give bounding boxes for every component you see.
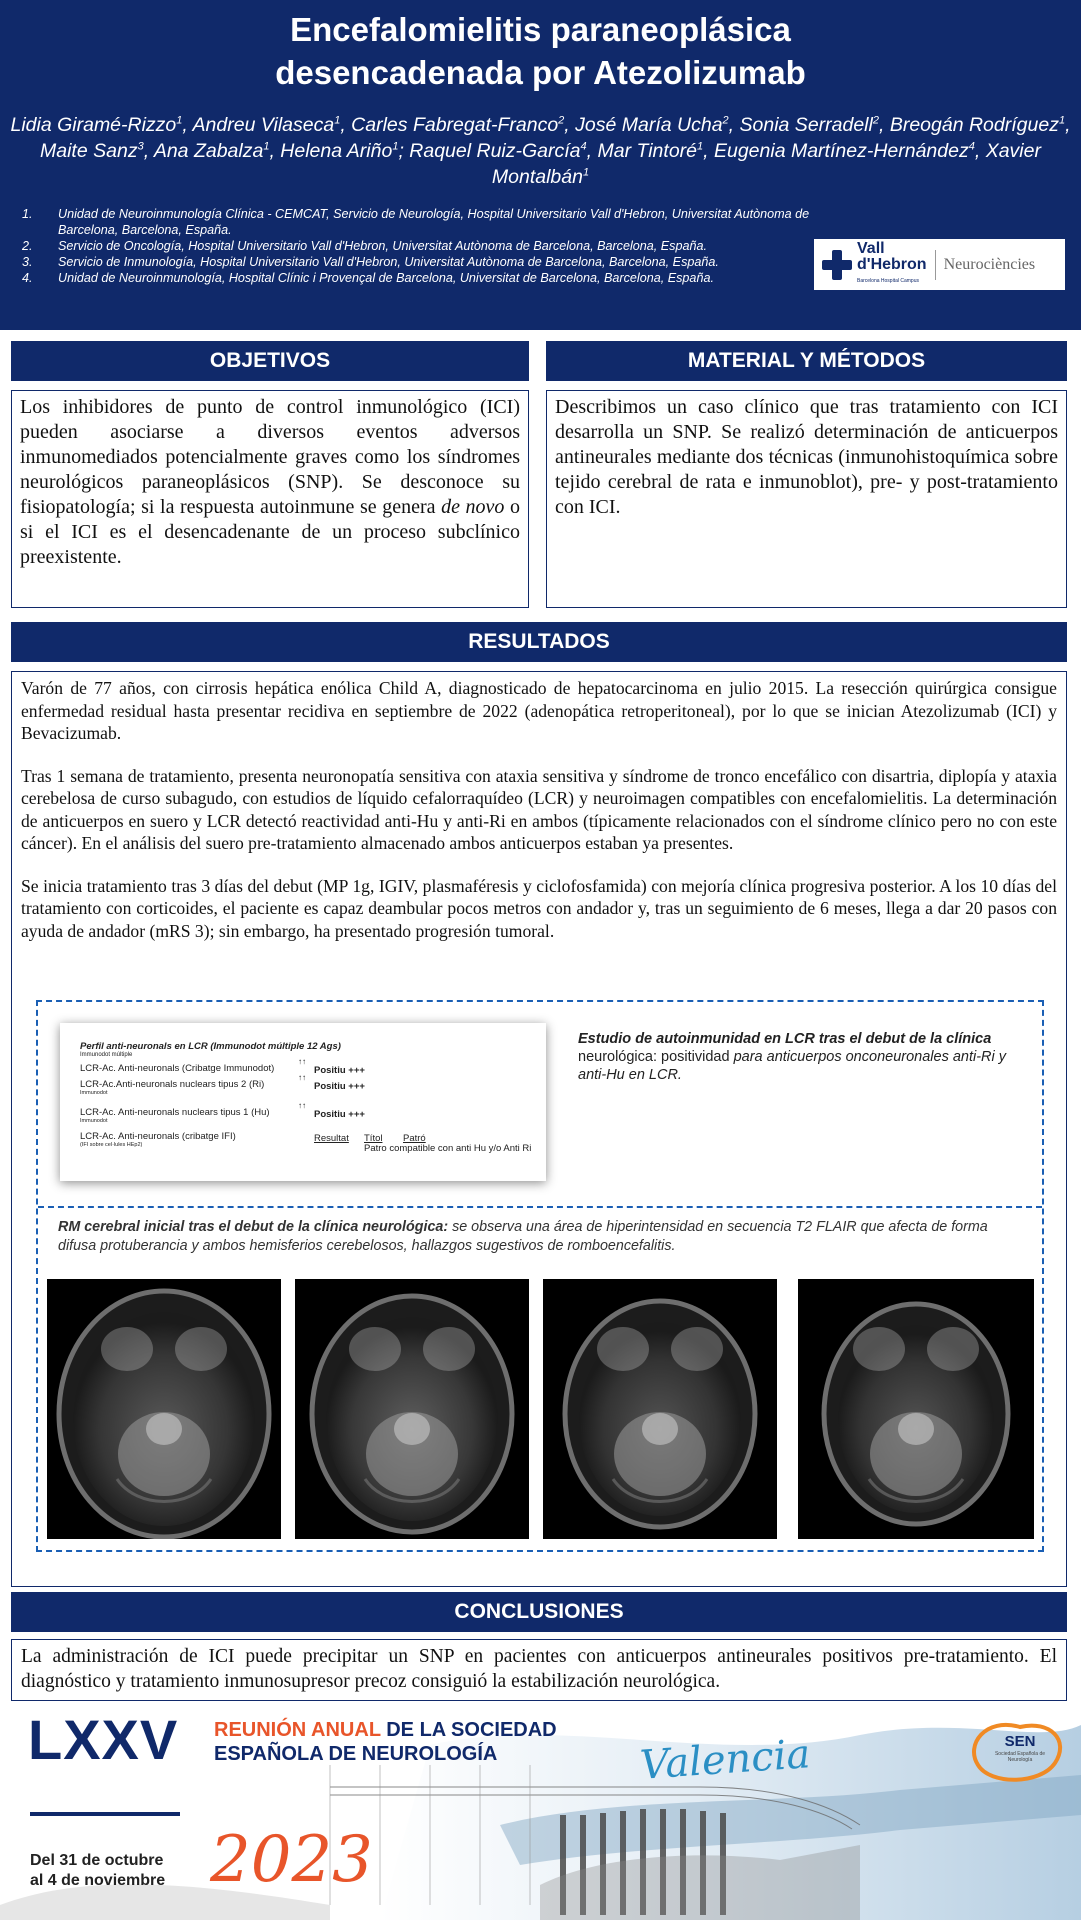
mri-image-1 [47,1279,281,1539]
mri-slice-graphic [47,1279,281,1539]
author-affiliation-number: 3 [137,140,144,153]
author-name: Carles Fabregat-Franco [351,114,559,136]
table-row-arrows: ↑↑ [298,1073,306,1082]
affiliation-text: Unidad de Neuroinmunología, Hospital Clínic i Provençal de Barcelona, Universitat de Barcelona, Barcelona, España. [58,271,714,285]
banner-dates [30,1851,165,1891]
pattern-text: Patro compatible con anti Hu y/o Anti Ri [364,1143,532,1154]
conclusiones-box [11,1639,1067,1701]
author-name: Helena Ariño [280,140,393,162]
affiliation-item [22,206,822,238]
author-affiliation-number: 1 [1058,114,1066,127]
caption2-bold: RM cerebral inicial tras el debut de la clínica neurológica: [58,1219,449,1235]
objetivos-box [11,390,529,608]
resultados-paragraph-1: Varón de 77 años, con cirrosis hepática enólica Child A, diagnosticado de hepatocarcinoma en julio 2015. La resección quirúrgica consigue enfermedad residual hasta presentar recidiva en septiembre de 2022 (adenopática retroperitoneal), por lo que se inician Atezolizumab (ICI) y Bevacizumab. [21,678,1057,743]
author-affiliation-number: 1 [334,114,341,127]
table-row-label: LCR-Ac. Anti-neuronals (Cribatge Immunodot) [80,1063,275,1074]
author-name: Raquel Ruiz-García [409,140,581,162]
congress-banner [0,1705,1081,1920]
banner-event-title [214,1718,557,1766]
figure-divider [38,1206,1042,1208]
author-affiliation-number: 1 [176,114,183,127]
mri-slice-graphic [295,1279,529,1539]
affiliation-item [22,238,822,254]
author-name: Sonia Serradell [739,114,873,136]
conclusiones-text: La administración de ICI puede precipitar un SNP en pacientes con anticuerpos antineurales positivos pre-tratamiento. El diagnóstico y tratamiento inmunosupresor precoz consiguió la estabilización neurológica. [21,1646,1057,1692]
banner-neurologia: ESPAÑOLA DE NEUROLOGÍA [214,1743,498,1765]
banner-sociedad: DE LA SOCIEDAD [380,1719,557,1741]
author-name: Eugenia Martínez-Hernández [713,140,969,162]
banner-year: 2023 [210,1823,373,1897]
table-row-label: LCR-Ac. Anti-neuronals (cribatge IFI) [80,1131,236,1142]
author-name: Lidia Giramé-Rizzo [10,114,177,136]
table-row-label: LCR-Ac.Anti-neuronals nuclears tipus 2 (Ri) [80,1079,265,1090]
author-name: Xavier Montalbán [491,140,1041,188]
cross-icon [822,250,852,280]
mri-slice-graphic [798,1279,1034,1539]
mri-slice-graphic [543,1279,777,1539]
resultados-heading: RESULTADOS [11,622,1067,662]
conclusiones-heading: CONCLUSIONES [11,1592,1067,1632]
table-row-arrows: ↑↑ [298,1101,306,1110]
table-row-sublabel: (IFI sobre cel·lules HEp2) [80,1142,143,1148]
sen-logo-sub: Sociedad Española de Neurología [994,1751,1046,1763]
banner-city: Valencia [638,1731,812,1789]
dates-line-2: al 4 de noviembre [30,1872,166,1889]
author-affiliation-number: 1 [263,140,270,153]
logo-line-2: d'Hebron [857,255,927,273]
objetivos-text-a: Los inhibidores de punto de control inmunológico (ICI) pueden asociarse a diversos eventos adversos inmunomediados potencialmente graves como los síndromes neurológicos paraneoplásicos (SNP). Se desconoce su fisiopatología; si la respuesta autoinmune se genera [20,396,520,518]
author-name: Maite Sanz [40,140,138,162]
mri-image-4 [798,1279,1034,1539]
affiliation-text: Servicio de Inmunología, Hospital Universitario Vall d'Hebron, Universitat Autònoma de Barcelona, Barcelona, España. [58,255,719,269]
author-affiliation-number: 1 [392,140,399,153]
metodos-heading: MATERIAL Y MÉTODOS [546,341,1067,381]
figure-caption-2 [58,1218,1018,1256]
author-name: Ana Zabalza [153,140,264,162]
table-title: Perfil anti-neuronals en LCR (Immunodot múltiple 12 Ags) [80,1041,341,1052]
author-affiliation-number: 4 [580,140,587,153]
affiliation-number: 3. [22,255,33,269]
affiliation-number: 2. [22,239,33,253]
author-affiliation-number: 1 [697,140,704,153]
logo-separator [935,250,936,280]
table-row-sublabel: Immunodot [80,1090,108,1096]
author-affiliation-number: 2 [872,114,879,127]
author-name: Breogán Rodríguez [889,114,1059,136]
table-row-result: Positiu +++ [314,1081,365,1092]
banner-rule [30,1812,180,1816]
author-affiliation-number: 4 [968,140,975,153]
affiliation-item [22,254,822,270]
table-row-result: Positiu +++ [314,1109,365,1120]
author-list: Lidia Giramé-Rizzo$^1$, Andreu Vilaseca$^1$, Carles Fabregat-Franco$^2$, José María Ucha$^2$, Sonia Serradell$^2$, Breogán Rodríguez$^1$, Maite Sanz$^3$, Ana Zabalza$^1$, Helena Ariño$^1$; Raquel Ruiz-García$^4$, Mar Tintoré$^1$, Eugenia Martínez-Hernández$^4$, Xavier Montalbán$^1$ [10,114,1071,188]
table-row-result: Positiu +++ [314,1065,365,1076]
affiliation-text: Unidad de Neuroinmunología Clínica - CEMCAT, Servicio de Neurología, Hospital Universitario Vall d'Hebron, Universitat Autònoma de Barcelona, Barcelona, España. [58,207,810,237]
logo-sub: Barcelona Hospital Campus [857,277,919,284]
metodos-box [546,390,1067,608]
vall-hebron-logo [814,239,1065,290]
table-row-arrows: ↑↑ [298,1057,306,1066]
caption1-normal: neurológica: positividad [578,1049,734,1065]
lcr-antibody-table [60,1023,546,1181]
objetivos-heading: OBJETIVOS [11,341,529,381]
affiliation-number: 4. [22,271,33,285]
table-subtitle: Immunodot múltiple [80,1052,133,1058]
objetivos-text-italic: de novo [441,496,505,518]
title-line-1: Encefalomielitis paraneoplásica [290,11,791,48]
title-line-2: desencadenada por Atezolizumab [275,54,806,91]
table-row-label: LCR-Ac. Anti-neuronals nuclears tipus 1 (Hu) [80,1107,270,1118]
logo-neurociencies: Neurociències [943,255,1036,273]
objetivos-text-b: o si el ICI es el desencadenante de un proceso subclínico preexistente. [20,496,520,568]
col-resultat: Resultat [314,1133,349,1144]
author-affiliation-number: 2 [558,114,565,127]
vall-hebron-mark [822,241,927,289]
col-titol: Títol [364,1133,383,1144]
logo-line-1: Vall [857,239,885,257]
affiliation-number: 1. [22,207,33,221]
author-affiliation-number: 2 [722,114,729,127]
mri-image-3 [543,1279,777,1539]
sen-logo-text: SEN [1004,1733,1036,1750]
banner-roman-numeral: LXXV [28,1708,179,1771]
caption1-bold: Estudio de autoinmunidad en LCR tras el debut de la clínica [578,1031,992,1047]
author-affiliation-number: 1 [582,166,590,179]
caption2-rest: se observa una área de hiperintensidad en secuencia T2 FLAIR que afecta de forma difusa protuberancia y ambos hemisferios cerebelosos, hallazgos sugestivos de romboencefalitis. [58,1219,988,1254]
objetivos-text [20,395,520,570]
mri-image-2 [295,1279,529,1539]
dates-line-1: Del 31 de octubre [30,1852,164,1869]
col-patro: Patró [403,1133,426,1144]
resultados-paragraph-2: Tras 1 semana de tratamiento, presenta neuronopatía sensitiva con ataxia sensitiva y síndrome de tronco encefálico con disartria, diplopía y ataxia cerebelosa de curso subagudo, con estudios de líquido cefalorraquídeo (LCR) y neuroimagen compatibles con encefalomielitis. La determinación de anticuerpos en suero y LCR detectó reactividad anti-Hu y anti-Ri en ambos (típicamente relacionados con el síndrome clínico pero no con este cáncer). En el análisis del suero pre-tratamiento almacenado ambos anticuerpos estaban ya presentes. [21,765,1057,853]
affiliation-item [22,270,822,286]
affiliation-list [22,206,822,286]
table-row-sublabel: Immunodot [80,1118,108,1124]
poster-title [0,8,1081,94]
metodos-text: Describimos un caso clínico que tras tratamiento con ICI desarrolla un SNP. Se realizó determinación de anticuerpos antineurales mediante dos técnicas (inmunohistoquímica sobre tejido cerebral de rata e inmunoblot), pre- y post-tratamiento con ICI. [555,396,1058,518]
affiliation-text: Servicio de Oncología, Hospital Universitario Vall d'Hebron, Universitat Autònoma de Barcelona, Barcelona, España. [58,239,707,253]
poster-header [0,0,1081,330]
author-name: Mar Tintoré [597,140,698,162]
figure-caption-1 [578,1030,1028,1084]
resultados-paragraph-3: Se inicia tratamiento tras 3 días del debut (MP 1g, IGIV, plasmaféresis y ciclofosfamida) con mejoría clínica progresiva posterior. A los 10 días del tratamiento con corticoides, el paciente es capaz deambular pocos metros con andador y, tras un seguimiento de 6 meses, llega a dar 20 pasos con ayuda de andador (mRS 3); sin embargo, ha presentado progresión tumoral. [21,875,1057,941]
author-name: Andreu Vilaseca [192,114,335,136]
caption1-italic: para anticuerpos onconeuronales anti-Ri y anti-Hu en LCR. [578,1049,1007,1083]
banner-reunion: REUNIÓN ANUAL [214,1719,381,1741]
author-name: José María Ucha [575,114,723,136]
